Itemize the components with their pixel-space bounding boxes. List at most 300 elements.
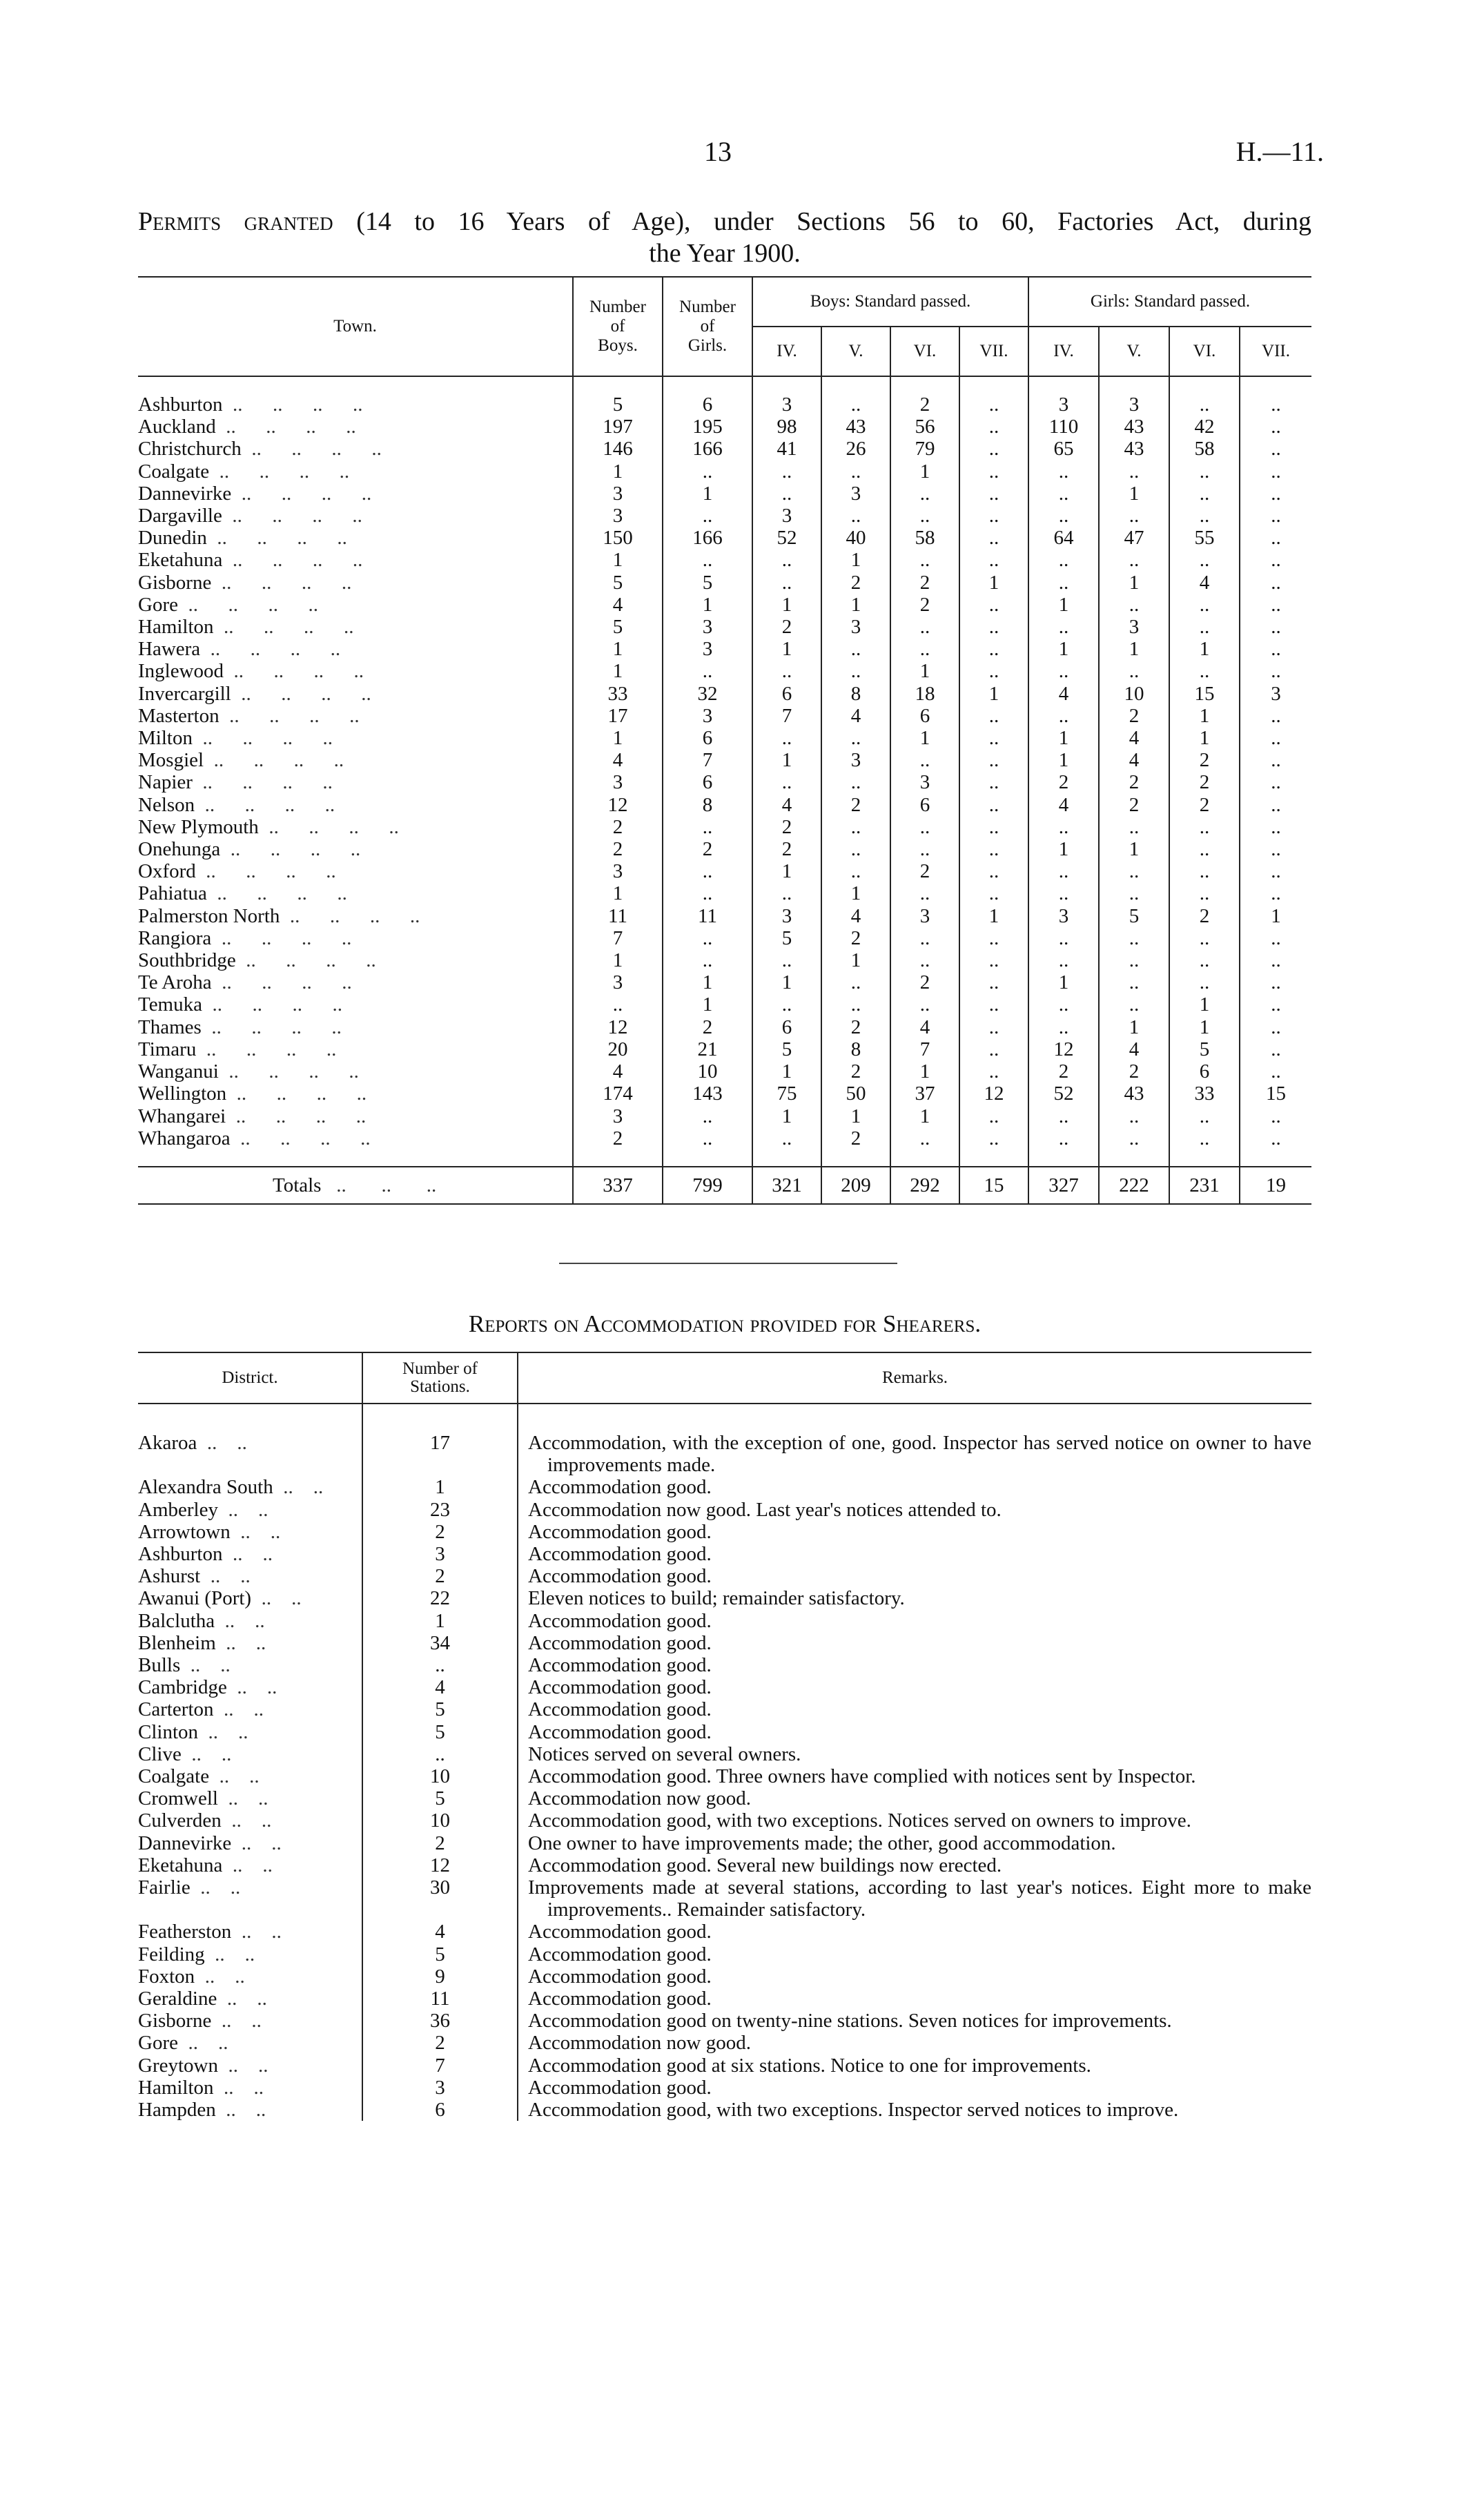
table-row bbox=[138, 1060, 1311, 1083]
dot-leader: .. .. bbox=[195, 1965, 245, 1988]
remarks-text: Accommodation good. Several new buildings now erected. bbox=[528, 1854, 1002, 1876]
dot-leader: .. .. .. .. bbox=[209, 460, 350, 483]
table-cell: 1 bbox=[752, 1105, 821, 1127]
table-cell: 1 bbox=[1028, 838, 1099, 860]
town-label: Gore bbox=[138, 593, 178, 616]
district-label: Feilding bbox=[138, 1943, 205, 1965]
dot-leader: .. .. bbox=[213, 1698, 264, 1721]
remarks-text: Accommodation good. bbox=[528, 1698, 712, 1721]
table-cell: .. bbox=[890, 616, 959, 638]
shearers-table bbox=[138, 1352, 1311, 2121]
remarks-cell bbox=[518, 1854, 1311, 1876]
dot-leader: .. .. bbox=[190, 1876, 241, 1899]
district-label: Akaroa bbox=[138, 1432, 197, 1454]
table-cell: .. bbox=[890, 993, 959, 1016]
town-label: Invercargill bbox=[138, 682, 231, 705]
table-row bbox=[138, 527, 1311, 549]
table-cell: .. bbox=[1271, 660, 1281, 683]
table-cell: .. bbox=[1271, 926, 1281, 949]
table-cell: .. bbox=[1028, 1127, 1099, 1149]
table-cell: 43 bbox=[1099, 416, 1169, 438]
table-cell: .. bbox=[1271, 1127, 1281, 1149]
station-count: 7 bbox=[362, 2055, 518, 2077]
dot-leader: .. .. .. .. bbox=[231, 682, 371, 705]
table-cell: 2 bbox=[573, 816, 663, 838]
table-cell: .. bbox=[890, 505, 959, 527]
dot-leader: .. .. .. .. bbox=[204, 749, 344, 772]
district-name bbox=[138, 1587, 362, 1609]
remarks-text: Accommodation good. bbox=[528, 1988, 712, 2010]
town-name bbox=[138, 683, 573, 705]
table-cell: 1 bbox=[663, 993, 752, 1016]
district-name bbox=[138, 1432, 362, 1476]
station-count: 34 bbox=[362, 1632, 518, 1654]
table-row bbox=[138, 1127, 1311, 1149]
remarks-text: Accommodation now good. Last year's notices attended to. bbox=[528, 1498, 1002, 1521]
table-cell: 3 bbox=[890, 771, 959, 793]
town-name bbox=[138, 1016, 573, 1038]
permits-title-line1: (14 to 16 Years of Age), under Sections 56 to 60, Factories Act, during bbox=[356, 207, 1311, 236]
table-cell: .. bbox=[1028, 660, 1099, 682]
district-name bbox=[138, 1787, 362, 1809]
table-row bbox=[138, 1765, 1311, 1787]
table-row bbox=[138, 2077, 1311, 2099]
district-label: Gisborne bbox=[138, 2010, 212, 2032]
town-name bbox=[138, 749, 573, 771]
district-label: Balclutha bbox=[138, 1609, 215, 1632]
dot-leader: .. .. .. .. bbox=[222, 549, 363, 572]
table-cell: 7 bbox=[890, 1038, 959, 1060]
table-cell: .. bbox=[821, 771, 890, 793]
table-row bbox=[138, 2055, 1311, 2077]
remarks-text: Accommodation good. bbox=[528, 1631, 712, 1654]
table-cell: 2 bbox=[821, 1016, 890, 1038]
table-cell: .. bbox=[1169, 660, 1240, 682]
station-count: 2 bbox=[362, 2032, 518, 2054]
table-cell: 110 bbox=[1028, 416, 1099, 438]
table-cell: .. bbox=[959, 993, 1028, 1016]
table-cell: 4 bbox=[1099, 749, 1169, 771]
table-cell: .. bbox=[959, 594, 1028, 616]
dot-leader: .. .. bbox=[197, 1432, 247, 1454]
table-cell: 5 bbox=[752, 927, 821, 949]
remarks-cell bbox=[518, 1565, 1311, 1587]
table-cell: 1 bbox=[1099, 483, 1169, 505]
table-row bbox=[138, 1016, 1311, 1038]
table-cell: .. bbox=[1271, 460, 1281, 483]
town-name bbox=[138, 816, 573, 838]
table-cell: .. bbox=[1271, 838, 1281, 861]
town-label: Timaru bbox=[138, 1038, 197, 1060]
remarks-text: Accommodation good. bbox=[528, 1565, 712, 1588]
dot-leader: .. .. .. .. bbox=[196, 1038, 337, 1060]
dot-leader: .. .. .. .. bbox=[235, 949, 376, 972]
dot-leader: .. .. bbox=[231, 1832, 282, 1854]
table-cell: .. bbox=[1099, 660, 1169, 682]
table-cell: 2 bbox=[1099, 771, 1169, 793]
table-cell: 32 bbox=[663, 683, 752, 705]
table-cell: 1 bbox=[890, 460, 959, 483]
table-cell: 20 bbox=[573, 1038, 663, 1060]
district-name bbox=[138, 2077, 362, 2099]
table-cell: 2 bbox=[752, 838, 821, 860]
remarks-cell bbox=[518, 2077, 1311, 2099]
dot-leader: .. .. bbox=[230, 1520, 281, 1543]
district-name bbox=[138, 1743, 362, 1765]
town-label: Auckland bbox=[138, 416, 216, 438]
table-cell: .. bbox=[1271, 482, 1281, 505]
table-cell: 5 bbox=[573, 572, 663, 594]
remarks-text: Accommodation good. bbox=[528, 1543, 712, 1566]
table-cell: 58 bbox=[1169, 438, 1240, 460]
table-cell: .. bbox=[959, 927, 1028, 949]
table-cell: 1 bbox=[821, 949, 890, 971]
table-row bbox=[138, 1499, 1311, 1521]
remarks-cell bbox=[518, 1432, 1311, 1476]
table-cell: 47 bbox=[1099, 527, 1169, 549]
table-row bbox=[138, 749, 1311, 771]
remarks-cell bbox=[518, 1499, 1311, 1521]
table-cell: .. bbox=[1271, 749, 1281, 772]
town-name bbox=[138, 838, 573, 860]
town-name bbox=[138, 993, 573, 1016]
town-name bbox=[138, 1105, 573, 1127]
table-cell: 2 bbox=[890, 594, 959, 616]
table-cell: 2 bbox=[752, 816, 821, 838]
table-cell: .. bbox=[752, 949, 821, 971]
dot-leader: .. .. .. .. bbox=[215, 416, 356, 438]
station-count: 3 bbox=[362, 2077, 518, 2099]
table-cell: 2 bbox=[573, 1127, 663, 1149]
table-row bbox=[138, 1876, 1311, 1921]
town-label: Dannevirke bbox=[138, 482, 232, 505]
remarks-cell bbox=[518, 1587, 1311, 1609]
station-count: 1 bbox=[362, 1610, 518, 1632]
remarks-cell bbox=[518, 1632, 1311, 1654]
table-row bbox=[138, 1105, 1311, 1127]
table-cell: 1 bbox=[752, 1060, 821, 1083]
table-cell: 12 bbox=[573, 1016, 663, 1038]
district-name bbox=[138, 1832, 362, 1854]
table-cell: 1 bbox=[1028, 638, 1099, 660]
town-label: Milton bbox=[138, 727, 193, 750]
remarks-text: Accommodation good. bbox=[528, 1965, 712, 1988]
town-name bbox=[138, 594, 573, 616]
station-count: .. bbox=[362, 1743, 518, 1765]
table-cell: .. bbox=[1099, 971, 1169, 993]
dot-leader: .. .. bbox=[217, 1498, 269, 1521]
town-name bbox=[138, 527, 573, 549]
dot-leader: .. .. .. .. bbox=[224, 660, 364, 683]
dot-leader: .. .. .. .. bbox=[192, 727, 333, 750]
table-cell: .. bbox=[959, 949, 1028, 971]
table-row bbox=[138, 1476, 1311, 1498]
town-name bbox=[138, 971, 573, 993]
table-row bbox=[138, 1632, 1311, 1654]
dot-leader: .. .. bbox=[215, 1609, 265, 1632]
table-cell: 1 bbox=[752, 638, 821, 660]
table-cell: .. bbox=[959, 882, 1028, 904]
table-cell: 146 bbox=[573, 438, 663, 460]
district-label: Foxton bbox=[138, 1965, 195, 1988]
table-row bbox=[138, 438, 1311, 460]
table-cell: 5 bbox=[752, 1038, 821, 1060]
remarks-text: Improvements made at several stations, according to last year's notices. Eight more to make improvements.. Remainder satisfactory. bbox=[528, 1876, 1311, 1921]
table-cell: .. bbox=[1169, 394, 1240, 416]
total-cell: 231 bbox=[1169, 1167, 1240, 1204]
station-count: 6 bbox=[362, 2099, 518, 2121]
dot-leader: .. .. bbox=[215, 1631, 266, 1654]
district-label: Hamilton bbox=[138, 2076, 214, 2099]
table-cell: 4 bbox=[573, 1060, 663, 1083]
table-cell: 3 bbox=[573, 860, 663, 882]
table-cell: 1 bbox=[573, 638, 663, 660]
table-cell: 1 bbox=[1028, 971, 1099, 993]
table-cell: .. bbox=[821, 638, 890, 660]
table-row bbox=[138, 1809, 1311, 1832]
dot-leader: .. .. .. .. bbox=[226, 1105, 367, 1127]
table-cell: .. bbox=[663, 660, 752, 682]
table-cell: 1 bbox=[573, 882, 663, 904]
district-label: Eketahuna bbox=[138, 1854, 223, 1876]
remarks-cell bbox=[518, 1676, 1311, 1698]
station-count: 1 bbox=[362, 1476, 518, 1498]
district-name bbox=[138, 1521, 362, 1543]
table-cell: 15 bbox=[1266, 1083, 1287, 1105]
table-cell: 2 bbox=[821, 794, 890, 816]
table-row bbox=[138, 483, 1311, 505]
remarks-text: Accommodation good at six stations. Notice to one for improvements. bbox=[528, 2054, 1091, 2077]
table-row bbox=[138, 1432, 1311, 1476]
district-name bbox=[138, 1921, 362, 1943]
table-row bbox=[138, 771, 1311, 793]
dot-leader: .. .. bbox=[222, 1854, 273, 1876]
col-girls-number: Number of Girls. bbox=[663, 277, 752, 376]
table-cell: 1 bbox=[1169, 727, 1240, 749]
dot-leader: .. .. .. .. bbox=[241, 438, 382, 460]
station-count: 2 bbox=[362, 1521, 518, 1543]
table-cell: 1 bbox=[1028, 749, 1099, 771]
table-cell: 58 bbox=[890, 527, 959, 549]
table-cell: 10 bbox=[663, 1060, 752, 1083]
remarks-text: Notices served on several owners. bbox=[528, 1742, 801, 1765]
table-cell: 2 bbox=[1169, 771, 1240, 793]
table-cell: 6 bbox=[890, 794, 959, 816]
table-cell: .. bbox=[1169, 1127, 1240, 1149]
table-cell: 4 bbox=[1099, 727, 1169, 749]
total-cell: 327 bbox=[1028, 1167, 1099, 1204]
table-cell: 1 bbox=[821, 594, 890, 616]
total-cell: 292 bbox=[890, 1167, 959, 1204]
town-label: Inglewood bbox=[138, 660, 224, 683]
dot-leader: .. .. .. .. bbox=[202, 993, 342, 1016]
table-cell: 3 bbox=[1099, 616, 1169, 638]
district-label: Dannevirke bbox=[138, 1832, 232, 1854]
district-label: Alexandra South bbox=[138, 1476, 273, 1499]
remarks-cell bbox=[518, 1876, 1311, 1921]
dot-leader: .. .. bbox=[217, 1988, 267, 2010]
district-label: Gore bbox=[138, 2032, 178, 2055]
table-cell: 4 bbox=[821, 705, 890, 727]
dot-leader: .. .. .. .. bbox=[211, 971, 352, 994]
table-cell: .. bbox=[1271, 971, 1281, 994]
district-label: Blenheim bbox=[138, 1631, 216, 1654]
table-cell: 6 bbox=[663, 771, 752, 793]
table-cell: 1 bbox=[821, 1105, 890, 1127]
table-cell: 4 bbox=[573, 594, 663, 616]
table-cell: .. bbox=[752, 727, 821, 749]
table-row bbox=[138, 638, 1311, 660]
table-cell: .. bbox=[1099, 949, 1169, 971]
table-cell: 5 bbox=[1099, 905, 1169, 927]
district-label: Culverden bbox=[138, 1809, 222, 1832]
table-cell: .. bbox=[663, 927, 752, 949]
table-cell: .. bbox=[1271, 949, 1281, 972]
station-count: 22 bbox=[362, 1587, 518, 1609]
table-cell: 195 bbox=[663, 416, 752, 438]
table-row bbox=[138, 505, 1311, 527]
table-cell: .. bbox=[752, 460, 821, 483]
table-cell: .. bbox=[1028, 1105, 1099, 1127]
station-count: 11 bbox=[362, 1988, 518, 2010]
town-name bbox=[138, 1060, 573, 1083]
table-cell: .. bbox=[959, 727, 1028, 749]
table-row bbox=[138, 1721, 1311, 1743]
table-cell: 3 bbox=[752, 394, 821, 416]
dot-leader: .. .. bbox=[209, 1765, 260, 1788]
remarks-cell bbox=[518, 1521, 1311, 1543]
district-label: Awanui (Port) bbox=[138, 1587, 252, 1610]
table-row bbox=[138, 860, 1311, 882]
table-cell: 3 bbox=[573, 1105, 663, 1127]
remarks-text: Accommodation good. bbox=[528, 2076, 712, 2099]
table-cell: 3 bbox=[573, 505, 663, 527]
table-cell: 7 bbox=[573, 927, 663, 949]
district-name bbox=[138, 1854, 362, 1876]
remarks-cell bbox=[518, 1765, 1311, 1787]
dot-leader: .. .. bbox=[204, 1943, 255, 1965]
dot-leader: .. .. .. .. bbox=[192, 771, 333, 794]
table-cell: 1 bbox=[1169, 1016, 1240, 1038]
district-name bbox=[138, 2099, 362, 2121]
table-cell: 2 bbox=[573, 838, 663, 860]
table-cell: 1 bbox=[573, 660, 663, 682]
table-cell: .. bbox=[1271, 793, 1281, 816]
table-cell: 21 bbox=[663, 1038, 752, 1060]
table-cell: .. bbox=[663, 505, 752, 527]
table-cell: .. bbox=[821, 460, 890, 483]
town-label: Palmerston North bbox=[138, 904, 280, 927]
town-name bbox=[138, 460, 573, 483]
table-cell: 40 bbox=[821, 527, 890, 549]
table-cell: 4 bbox=[1028, 683, 1099, 705]
table-cell: .. bbox=[1271, 571, 1281, 594]
table-cell: .. bbox=[1271, 704, 1281, 727]
table-cell: 1 bbox=[752, 971, 821, 993]
table-row bbox=[138, 927, 1311, 949]
total-cell: 209 bbox=[821, 1167, 890, 1204]
table-cell: .. bbox=[1271, 549, 1281, 572]
table-row bbox=[138, 572, 1311, 594]
table-cell: 2 bbox=[752, 616, 821, 638]
table-cell: .. bbox=[1169, 927, 1240, 949]
table-cell: .. bbox=[1169, 505, 1240, 527]
table-cell: .. bbox=[1099, 993, 1169, 1016]
district-label: Clinton bbox=[138, 1720, 199, 1743]
town-name bbox=[138, 927, 573, 949]
table-cell: 79 bbox=[890, 438, 959, 460]
table-cell: 2 bbox=[821, 1060, 890, 1083]
remarks-text: Accommodation good. bbox=[528, 1609, 712, 1632]
table-cell: .. bbox=[890, 549, 959, 571]
table-cell: 3 bbox=[1028, 394, 1099, 416]
col-boys-number: Number of Boys. bbox=[573, 277, 663, 376]
remarks-text: Accommodation good. bbox=[528, 1676, 712, 1699]
town-label: Hawera bbox=[138, 638, 201, 661]
table-cell: 10 bbox=[1099, 683, 1169, 705]
dot-leader: .. .. .. .. bbox=[258, 815, 399, 838]
table-cell: 5 bbox=[1169, 1038, 1240, 1060]
station-count: 4 bbox=[362, 1921, 518, 1943]
table-cell: 174 bbox=[573, 1083, 663, 1105]
table-cell: .. bbox=[1271, 1038, 1281, 1060]
table-cell: .. bbox=[1271, 616, 1281, 639]
dot-leader: .. .. bbox=[213, 2076, 264, 2099]
table-cell: .. bbox=[663, 460, 752, 483]
table-cell: .. bbox=[1271, 860, 1281, 883]
town-name bbox=[138, 394, 573, 416]
table-row bbox=[138, 549, 1311, 571]
table-cell: 52 bbox=[752, 527, 821, 549]
dot-leader: .. .. .. .. bbox=[195, 793, 335, 816]
table-cell: .. bbox=[1271, 505, 1281, 527]
table-cell: .. bbox=[1169, 816, 1240, 838]
dot-leader: .. .. bbox=[198, 1720, 248, 1743]
district-label: Geraldine bbox=[138, 1988, 217, 2010]
permits-title-line2: the Year 1900. bbox=[649, 239, 801, 268]
dot-leader: .. .. bbox=[217, 2054, 269, 2077]
table-cell: 3 bbox=[821, 616, 890, 638]
remarks-cell bbox=[518, 2099, 1311, 2121]
col-girls-vii: VII. bbox=[1240, 327, 1311, 376]
table-cell: .. bbox=[959, 527, 1028, 549]
dot-leader: .. .. .. .. bbox=[213, 616, 354, 639]
table-cell: .. bbox=[1099, 505, 1169, 527]
table-cell: .. bbox=[663, 882, 752, 904]
col-boys-v: V. bbox=[821, 327, 890, 376]
district-label: Greytown bbox=[138, 2054, 218, 2077]
table-cell: 42 bbox=[1169, 416, 1240, 438]
table-cell: 15 bbox=[1169, 683, 1240, 705]
remarks-text: Accommodation good. bbox=[528, 1720, 712, 1743]
table-cell: 1 bbox=[1099, 572, 1169, 594]
table-cell: .. bbox=[663, 1127, 752, 1149]
col-boys-vi: VI. bbox=[890, 327, 959, 376]
table-row bbox=[138, 1698, 1311, 1720]
table-cell: 4 bbox=[752, 794, 821, 816]
district-label: Ashurst bbox=[138, 1565, 201, 1588]
remarks-cell bbox=[518, 1698, 1311, 1720]
table-cell: .. bbox=[890, 927, 959, 949]
dot-leader: .. .. bbox=[177, 2032, 228, 2055]
table-cell: .. bbox=[1271, 1016, 1281, 1038]
table-cell: .. bbox=[1271, 727, 1281, 750]
dot-leader: .. .. .. .. bbox=[200, 638, 341, 661]
remarks-cell bbox=[518, 1654, 1311, 1676]
table-cell: .. bbox=[1028, 993, 1099, 1016]
totals-row bbox=[138, 1167, 1311, 1204]
table-row bbox=[138, 705, 1311, 727]
